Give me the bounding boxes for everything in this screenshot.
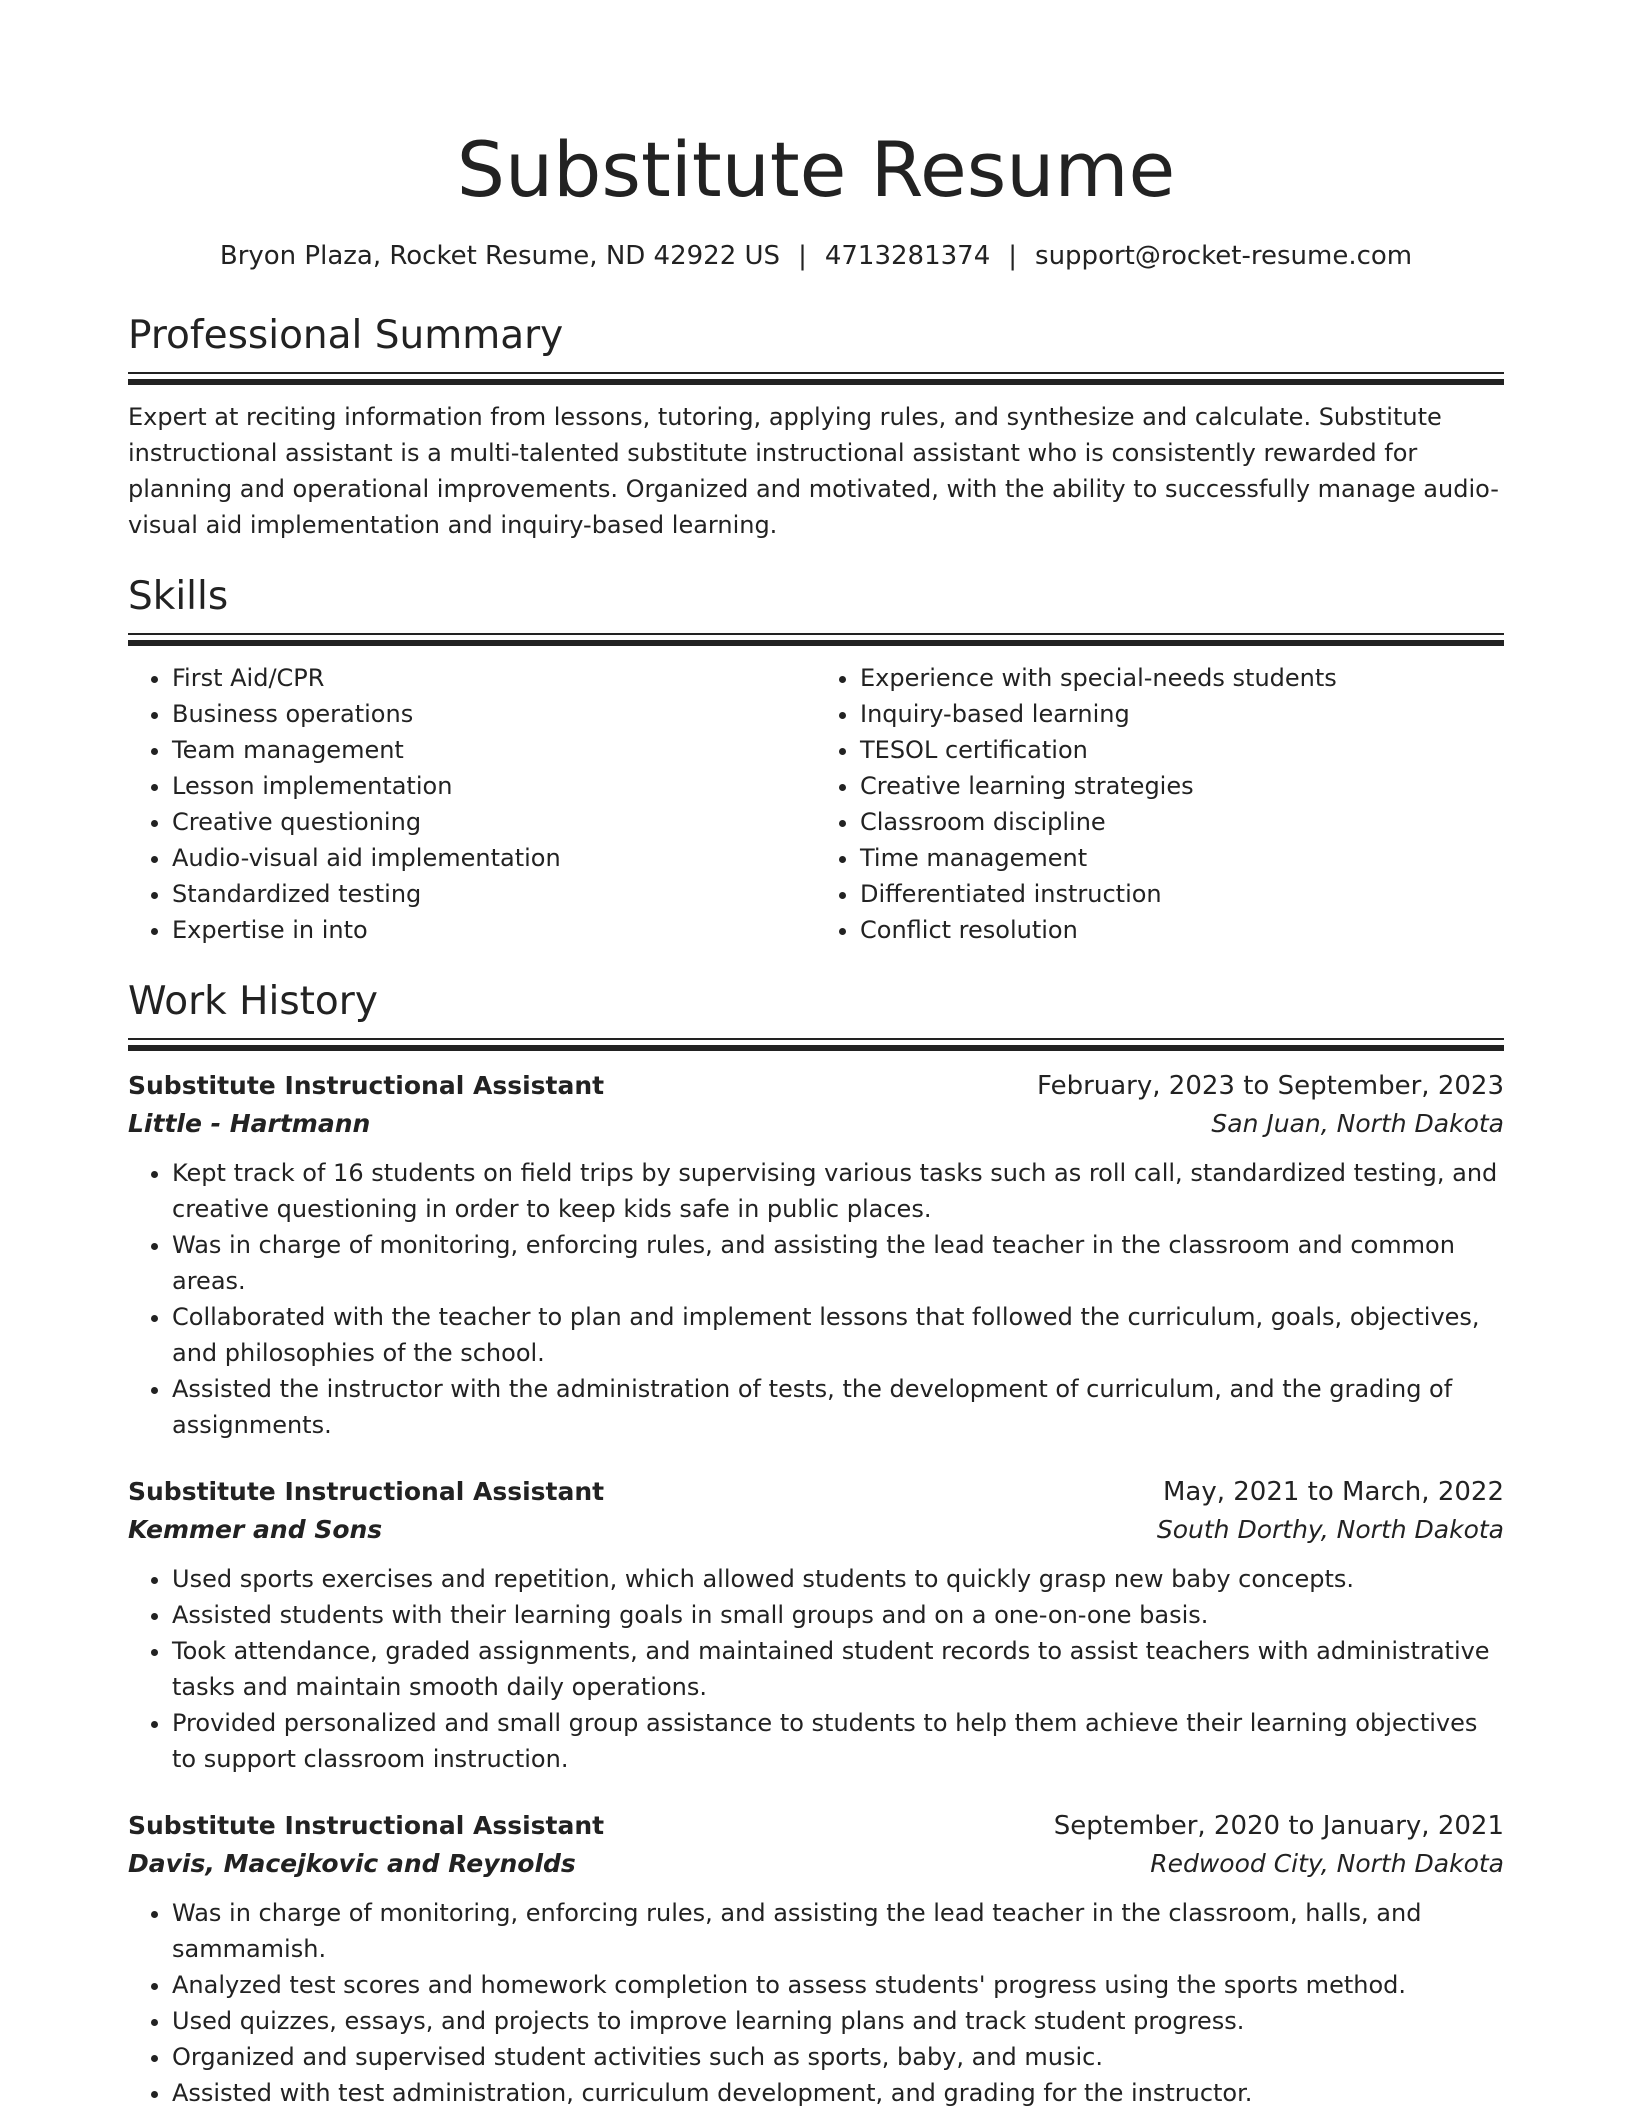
job-entry bbox=[128, 1473, 1504, 1777]
skill-item: • Inquiry-based learning bbox=[860, 696, 1504, 732]
job-header bbox=[128, 1067, 1504, 1105]
skill-item: • Business operations bbox=[172, 696, 816, 732]
summary-section bbox=[128, 312, 1504, 543]
job-company: Davis, Macejkovic and Reynolds bbox=[128, 1849, 576, 1878]
job-title: Substitute Instructional Assistant bbox=[128, 1071, 605, 1100]
job-bullet: • Provided personalized and small group assistance to students to help them achieve their learning objectives to support classroom instruction. bbox=[172, 1705, 1504, 1777]
job-company: Little - Hartmann bbox=[128, 1109, 371, 1138]
skill-item: • Expertise in into bbox=[172, 912, 816, 948]
job-subheader bbox=[128, 1845, 1504, 1883]
contact-address: Bryon Plaza, Rocket Resume, ND 42922 US bbox=[219, 241, 781, 271]
job-bullets bbox=[128, 1561, 1504, 1777]
job-bullets bbox=[128, 1155, 1504, 1443]
job-company: Kemmer and Sons bbox=[128, 1515, 383, 1544]
job-bullets bbox=[128, 1895, 1504, 2111]
section-divider bbox=[128, 1038, 1504, 1040]
skill-item: • Creative questioning bbox=[172, 804, 816, 840]
skill-item: • Differentiated instruction bbox=[860, 876, 1504, 912]
job-bullet: • Was in charge of monitoring, enforcing rules, and assisting the lead teacher in the classroom and common areas. bbox=[172, 1227, 1504, 1299]
job-bullet: • Analyzed test scores and homework completion to assess students' progress using the sports method. bbox=[172, 1967, 1504, 2003]
skill-item: • First Aid/CPR bbox=[172, 660, 816, 696]
skill-item: • Audio-visual aid implementation bbox=[172, 840, 816, 876]
skills-section bbox=[128, 573, 1504, 948]
resume-title: Substitute Resume bbox=[456, 125, 1176, 214]
contact-separator: | bbox=[798, 241, 807, 271]
job-bullet: • Organized and supervised student activities such as sports, baby, and music. bbox=[172, 2039, 1504, 2075]
job-bullet: • Took attendance, graded assignments, and maintained student records to assist teachers with administrative tasks and maintain smooth daily operations. bbox=[172, 1633, 1504, 1705]
contact-email: support@rocket-resume.com bbox=[1035, 241, 1413, 271]
skills-columns bbox=[128, 660, 1504, 948]
skill-item: • Time management bbox=[860, 840, 1504, 876]
job-location: South Dorthy, North Dakota bbox=[1156, 1515, 1504, 1544]
job-bullet: • Used quizzes, essays, and projects to improve learning plans and track student progress. bbox=[172, 2003, 1504, 2039]
summary-text: Expert at reciting information from lessons, tutoring, applying rules, and synthesize and calculate. Substitute instructional assistant is a multi-talented substitute instructional assistant who is consistently rewarded for planning and operational improvements. Organized and motivated, with the ability to successfully manage audio-visual aid implementation and inquiry-based learning. bbox=[128, 403, 1499, 539]
job-header bbox=[128, 1807, 1504, 1845]
job-dates: May, 2021 to March, 2022 bbox=[1162, 1477, 1504, 1507]
section-divider bbox=[128, 640, 1504, 646]
job-entry bbox=[128, 1807, 1504, 2111]
skill-item: • TESOL certification bbox=[860, 732, 1504, 768]
skills-list-left bbox=[128, 660, 816, 948]
job-title: Substitute Instructional Assistant bbox=[128, 1811, 605, 1840]
skill-item: • Standardized testing bbox=[172, 876, 816, 912]
job-bullet: • Kept track of 16 students on field trips by supervising various tasks such as roll call, standardized testing, and creative questioning in order to keep kids safe in public places. bbox=[172, 1155, 1504, 1227]
section-divider bbox=[128, 1045, 1504, 1051]
skill-item: • Lesson implementation bbox=[172, 768, 816, 804]
job-bullet: • Assisted the instructor with the administration of tests, the development of curriculum, and the grading of assignments. bbox=[172, 1371, 1504, 1443]
job-title: Substitute Instructional Assistant bbox=[128, 1477, 605, 1506]
summary-heading: Professional Summary bbox=[128, 313, 564, 358]
contact-line bbox=[128, 238, 1504, 274]
job-subheader bbox=[128, 1511, 1504, 1549]
job-dates: February, 2023 to September, 2023 bbox=[1037, 1071, 1504, 1101]
work-heading: Work History bbox=[128, 979, 378, 1024]
skills-list-right bbox=[816, 660, 1504, 948]
job-location: San Juan, North Dakota bbox=[1211, 1109, 1504, 1138]
job-bullet: • Assisted students with their learning goals in small groups and on a one-on-one basis. bbox=[172, 1597, 1504, 1633]
job-entry bbox=[128, 1067, 1504, 1443]
skill-item: • Classroom discipline bbox=[860, 804, 1504, 840]
contact-phone: 4713281374 bbox=[824, 241, 991, 271]
job-subheader bbox=[128, 1105, 1504, 1143]
job-bullet: • Assisted with test administration, curriculum development, and grading for the instructor. bbox=[172, 2075, 1504, 2111]
contact-separator: | bbox=[1008, 241, 1018, 271]
section-divider bbox=[128, 372, 1504, 374]
job-bullet: • Was in charge of monitoring, enforcing rules, and assisting the lead teacher in the classroom, halls, and sammamish. bbox=[172, 1895, 1504, 1967]
skill-item: • Experience with special-needs students bbox=[860, 660, 1504, 696]
job-location: Redwood City, North Dakota bbox=[1150, 1849, 1504, 1878]
section-divider bbox=[128, 379, 1504, 385]
skills-heading: Skills bbox=[128, 574, 229, 619]
job-dates: September, 2020 to January, 2021 bbox=[1053, 1811, 1504, 1841]
section-divider bbox=[128, 633, 1504, 635]
job-header bbox=[128, 1473, 1504, 1511]
skill-item: • Conflict resolution bbox=[860, 912, 1504, 948]
job-bullet: • Used sports exercises and repetition, which allowed students to quickly grasp new baby concepts. bbox=[172, 1561, 1504, 1597]
job-bullet: • Collaborated with the teacher to plan and implement lessons that followed the curriculum, goals, objectives, and philosophies of the school. bbox=[172, 1299, 1504, 1371]
skill-item: • Team management bbox=[172, 732, 816, 768]
work-section bbox=[128, 978, 1504, 2111]
skill-item: • Creative learning strategies bbox=[860, 768, 1504, 804]
